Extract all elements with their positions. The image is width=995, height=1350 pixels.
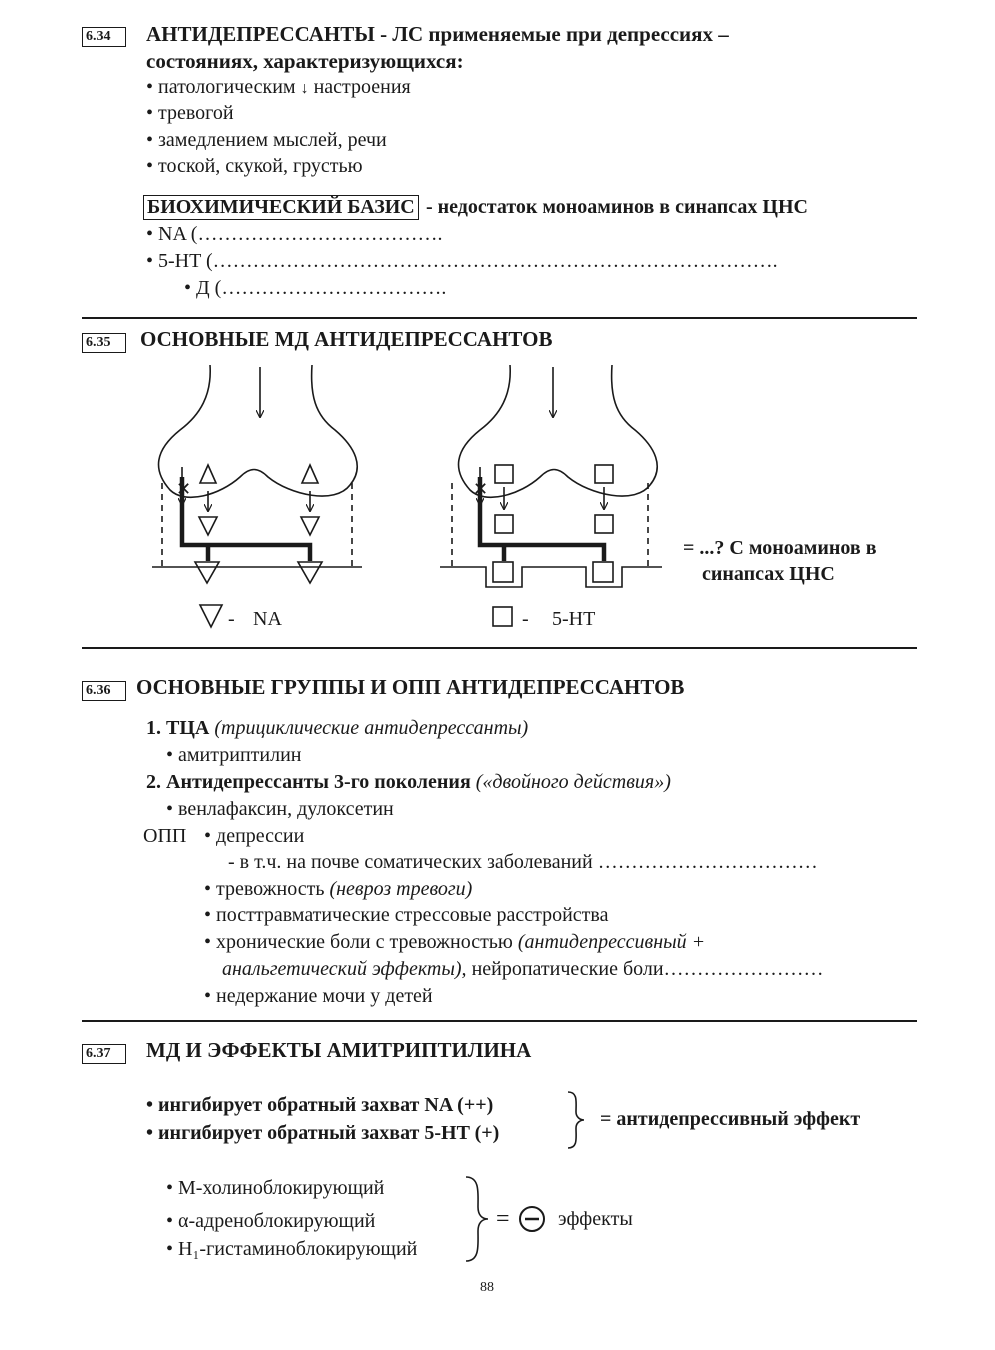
mechanism-result-line2: синапсах ЦНС bbox=[702, 563, 835, 585]
section-number-6-36: 6.36 bbox=[82, 681, 126, 701]
square-5ht bbox=[495, 465, 513, 483]
list-item: • ингибирует обратный захват NA (++) bbox=[146, 1094, 493, 1117]
list-item: • замедлением мыслей, речи bbox=[146, 129, 387, 152]
legend-square-icon bbox=[493, 607, 512, 626]
square-5ht bbox=[495, 515, 513, 533]
list-item: • тревожность (невроз тревоги) bbox=[204, 878, 472, 901]
list-item: • патологическим ↓ настроения bbox=[146, 76, 411, 99]
section-6-36-title: ОСНОВНЫЕ ГРУППЫ И ОПП АНТИДЕПРЕССАНТОВ bbox=[136, 675, 685, 699]
divider bbox=[82, 647, 917, 649]
legend-na-label: NA bbox=[253, 608, 282, 630]
list-item: • М-холиноблокирующий bbox=[166, 1177, 384, 1200]
opp-sub-item: - в т.ч. на почве соматических заболеваний …………………………… bbox=[228, 851, 818, 873]
triangle-na bbox=[195, 562, 219, 583]
svg-text:-: - bbox=[522, 608, 529, 630]
list-item: • ингибирует обратный захват 5-HT (+) bbox=[146, 1122, 499, 1145]
list-item: • Д (……………………………. bbox=[184, 277, 446, 300]
list-item: • тоской, скукой, грустью bbox=[146, 155, 363, 178]
divider bbox=[82, 317, 917, 319]
list-item: • тревогой bbox=[146, 102, 234, 125]
square-5ht bbox=[593, 562, 613, 582]
antidepressant-effect: = антидепрессивный эффект bbox=[600, 1108, 861, 1130]
arrow-down-icon: ↓ bbox=[300, 80, 309, 97]
opp-label: ОПП bbox=[143, 825, 187, 847]
side-effects-label: эффекты bbox=[558, 1208, 633, 1230]
square-5ht bbox=[595, 515, 613, 533]
list-item: • посттравматические стрессовые расстройства bbox=[204, 904, 608, 927]
minus-circle-icon bbox=[517, 1204, 547, 1234]
list-item: • венлафаксин, дулоксетин bbox=[166, 798, 394, 821]
square-5ht bbox=[493, 562, 513, 582]
block-x-icon: ✕ bbox=[176, 479, 192, 499]
list-item: • хронические боли с тревожностью (антидепрессивный + bbox=[204, 931, 705, 954]
list-item: • Н₁-гистаминоблокирующий bbox=[166, 1238, 417, 1261]
triangle-na bbox=[298, 562, 322, 583]
section-6-35-title: ОСНОВНЫЕ МД АНТИДЕПРЕССАНТОВ bbox=[140, 327, 553, 351]
triangle-na bbox=[199, 517, 217, 535]
list-item: • NA (………………………………. bbox=[146, 223, 442, 246]
synapse-diagram bbox=[140, 355, 700, 645]
effects-equals: = bbox=[496, 1206, 510, 1232]
group-1: 1. ТЦА (трициклические антидепрессанты) bbox=[146, 717, 529, 739]
block-x-icon: ✕ bbox=[473, 479, 489, 499]
section-number-6-37: 6.37 bbox=[82, 1044, 126, 1064]
svg-text:-: - bbox=[228, 608, 235, 630]
presynaptic-terminal-left bbox=[159, 365, 358, 497]
section-6-34-title-line2: состояниях, характеризующихся: bbox=[146, 49, 464, 73]
triangle-na bbox=[302, 465, 318, 483]
biochem-label: БИОХИМИЧЕСКИЙ БАЗИС bbox=[143, 195, 419, 220]
section-number-6-35: 6.35 bbox=[82, 333, 126, 353]
triangle-na bbox=[301, 517, 319, 535]
presynaptic-terminal-right bbox=[459, 365, 658, 497]
group-2: 2. Антидепрессанты 3-го поколения («двойного действия») bbox=[146, 771, 671, 793]
legend-triangle-icon bbox=[200, 605, 222, 627]
right-brace-icon bbox=[564, 1090, 588, 1150]
triangle-na bbox=[200, 465, 216, 483]
mechanism-result-line1: = ...? С моноаминов в bbox=[683, 537, 877, 559]
legend-5ht-label: 5-HT bbox=[552, 608, 596, 630]
section-number-6-34: 6.34 bbox=[82, 27, 126, 47]
section-6-37-title: МД И ЭФФЕКТЫ АМИТРИПТИЛИНА bbox=[146, 1038, 532, 1062]
divider bbox=[82, 1020, 917, 1022]
biochem-text: - недостаток моноаминов в синапсах ЦНС bbox=[426, 196, 808, 218]
right-brace-icon bbox=[462, 1175, 492, 1265]
list-item: • α-адреноблокирующий bbox=[166, 1210, 375, 1233]
list-item: • амитриптилин bbox=[166, 744, 301, 767]
square-5ht bbox=[595, 465, 613, 483]
list-item: • депрессии bbox=[204, 825, 304, 848]
page-number: 88 bbox=[480, 1280, 494, 1295]
section-6-34-title-line1: АНТИДЕПРЕССАНТЫ - ЛС применяемые при депрессиях – bbox=[146, 22, 729, 46]
list-item: • недержание мочи у детей bbox=[204, 985, 433, 1008]
list-item-continuation: анальгетический эффекты), нейропатические боли…………………… bbox=[222, 958, 824, 980]
list-item: • 5-HT (…………………………………………………………………………. bbox=[146, 250, 778, 273]
